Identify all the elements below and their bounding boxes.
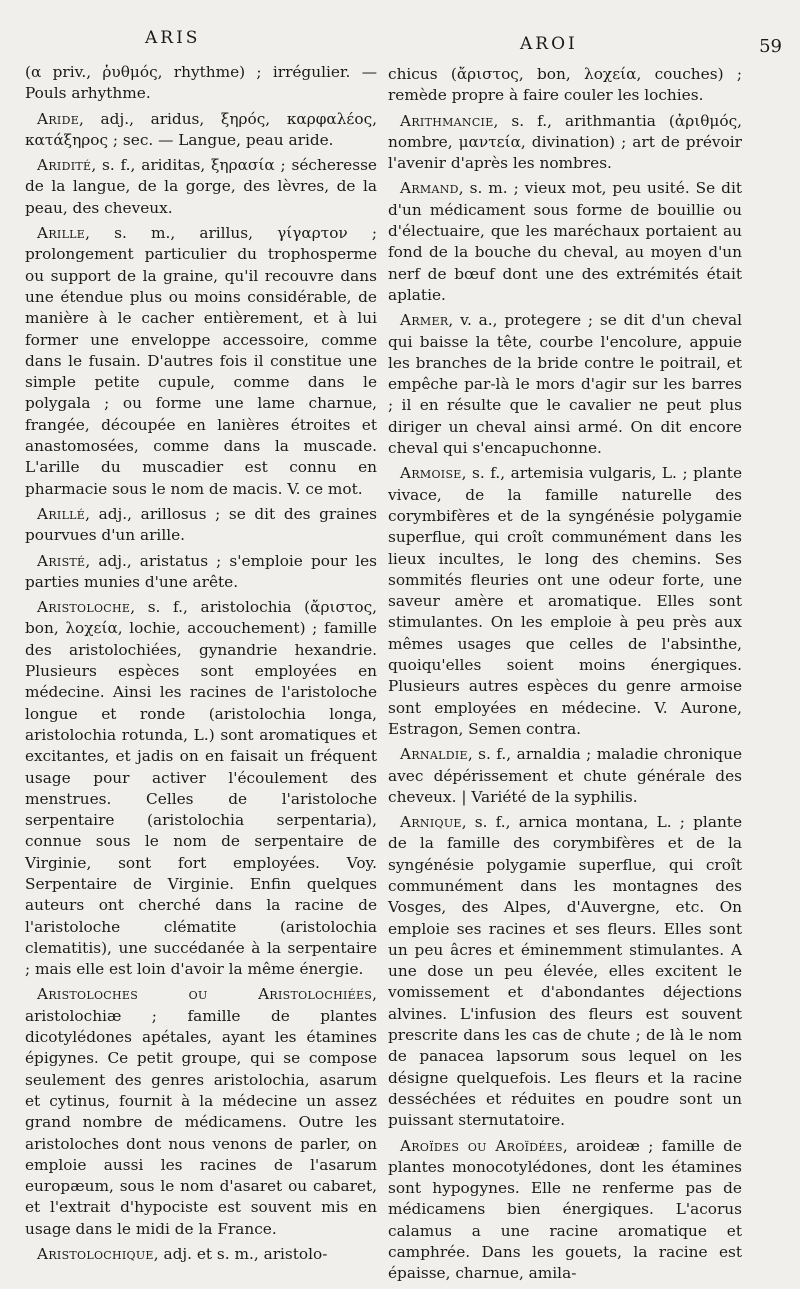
entry-text: , s. m., arillus, γίγαρτον ; prolongement particulier du trophosperme ou support de la graine, qu'il recouvre dans une étendue plus ou moins considérable, de manière à le cacher entièrement, et à lui former une enveloppe accessoire, comme dans le fusain. D'autres fois il constitue une simple petite cupule, comme dans le polygala ; ou forme une lame charnue, frangée, découpée en lanières étroites et anastomosées, comme dans la muscade. L'arille du muscadier est connu en pharmacie sous le nom de macis. V. ce mot.: [25, 224, 377, 498]
entry-headword: Armand: [400, 179, 459, 198]
entry-text: , aroideæ ; famille de plantes monocotylédones, dont les étamines sont hypogynes. Elle ne renferme pas de médicamens bien énergiques. L'acorus calamus a une racine aromatique et camphrée. Dans les gouets, la racine est épaisse, charnue, amila-: [388, 1136, 742, 1283]
dictionary-entry: [388, 178, 742, 306]
entry-text: , s. m. ; vieux mot, peu usité. Se dit d'un médicament sous forme de bouillie ou d'électuaire, que les maréchaux portaient au fond de la bouche du cheval, au moyen d'un nerf de bœuf dont une des extrémités était aplatie.: [388, 179, 742, 304]
entry-text: , s. f., arnica montana, L. ; plante de la famille des corymbifères et de la syngénésie polygamie superflue, qui croît communément dans les montagnes des Vosges, des Alpes, d'Auvergne, etc. On emploie ses racines et ses fleurs. Elles sont un peu âcres et éminemment stimulantes. A une dose un peu élevée, elles excitent le vomissement et d'abondantes déjections alvines. L'infusion des fleurs est souvent prescrite dans les cas de chute ; de là le nom de panacea lapsorum sous lequel on les désigne quelquefois. Les fleurs et la racine desséchées et réduites en poudre sont un puissant sternutatoire.: [388, 813, 742, 1130]
dictionary-entry: [25, 155, 377, 219]
dictionary-entry: [388, 64, 742, 107]
entry-headword: Aristolochique: [37, 1245, 154, 1264]
dictionary-entry: [25, 1244, 377, 1265]
entry-headword: Armoise: [400, 464, 462, 483]
entry-text: (α priv., ῥυθμός, rhythme) ; irrégulier. —Pouls arhythme.: [25, 63, 377, 103]
entry-text: , s. f., artemisia vulgaris, L. ; plante vivace, de la famille naturelle des corymbifères et de la syngénésie polygamie superflue, qui croît communément dans les lieux incultes, le long des chemins. Ses sommités fleuries ont une odeur forte, une saveur amère et aromatique. Elles sont stimulantes. On les emploie à peu près aux mêmes usages que celles de l'absinthe, quoiqu'elles soient moins énergiques. Plusieurs autres espèces du genre armoise sont employées en médecine. V. Aurone, Estragon, Semen contra.: [388, 464, 742, 738]
entry-text: chicus (ἄριστος, bon, λοχεία, couches) ; remède propre à faire couler les lochies.: [388, 65, 742, 105]
entry-headword: Arithmancie: [400, 111, 494, 130]
right-column: [388, 64, 742, 1289]
entry-text: , s. f., aristolochia (ἄριστος, bon, λοχεία, lochie, accouchement) ; famille des aristolochiées, gynandrie hexandrie. Plusieurs espèces sont employées en médecine. Ainsi les racines de l'aristoloche longue et ronde (aristolochia longa, aristolochia rotunda, L.) sont aromatiques et excitantes, et jadis on en faisait un fréquent usage pour activer l'écoulement des menstrues. Celles de l'aristoloche serpentaire (aristolochia serpentaria), connue sous le nom de serpentaire de Virginie, sont fort employées. Voy. Serpentaire de Virginie. Enfin quelques auteurs ont cherché dans la racine de l'aristoloche clématite (aristolochia clematitis), une succédanée à la serpentaire ; mais elle est loin d'avoir la même énergie.: [25, 598, 377, 979]
dictionary-entry: [388, 744, 742, 808]
left-column: [25, 62, 377, 1269]
dictionary-entry: [25, 504, 377, 547]
dictionary-entry: [388, 812, 742, 1131]
dictionary-entry: [388, 111, 742, 175]
dictionary-entry: [25, 597, 377, 980]
entry-headword: Arillé: [37, 504, 86, 523]
entry-text: , aristolochiæ ; famille de plantes dicotylédones apétales, ayant les étamines épigynes. Ce petit groupe, qui se compose seulement des genres aristolochia, asarum et cytinus, fournit à la médecine un assez grand nombre de médicamens. Outre les aristoloches dont nous venons de parler, on emploie aussi les racines de l'asarum europæum, sous le nom d'asaret ou cabaret, et l'extrait d'hypociste est souvent mis en usage dans le midi de la France.: [25, 985, 377, 1238]
entry-text: , adj., aristatus ; s'emploie pour les parties munies d'une arête.: [25, 551, 377, 591]
page-number: 59: [759, 36, 782, 57]
entry-headword: Aride: [37, 109, 80, 128]
entry-headword: Armer: [400, 311, 449, 330]
dictionary-entry: [25, 223, 377, 500]
dictionary-entry: [388, 310, 742, 459]
entry-text: , adj. et s. m., aristolo-: [153, 1245, 328, 1264]
dictionary-entry: [25, 62, 377, 105]
entry-text: , v. a., protegere ; se dit d'un cheval qui baisse la tête, courbe l'encolure, appuie les branches de la bride contre le poitrail, et empêche par-là le mors d'agir sur les barres ; il en résulte que le cavalier ne peut plus diriger un cheval ainsi armé. On dit encore cheval qui s'encapuchonne.: [388, 311, 742, 458]
entry-text: , s. f., ariditas, ξηρασία ; sécheresse de la langue, de la gorge, des lèvres, de la peau, des cheveux.: [25, 156, 377, 217]
entry-headword: Aridité: [37, 156, 92, 175]
dictionary-entry: [388, 463, 742, 740]
running-head-left: ARIS: [145, 28, 201, 48]
entry-headword: Aroïdes ou Aroïdées: [400, 1136, 563, 1155]
entry-text: , adj., aridus, ξηρός, καρφαλέος, κατάξηρος ; sec. — Langue, peau aride.: [25, 109, 377, 149]
entry-headword: Arille: [37, 224, 86, 243]
entry-text: , s. f., arnaldia ; maladie chronique avec dépérissement et chute générale des cheveux. | Variété de la syphilis.: [388, 745, 742, 806]
dictionary-entry: [25, 551, 377, 594]
dictionary-entry: [25, 984, 377, 1240]
running-head-right: AROI: [520, 34, 578, 54]
entry-headword: Aristoloches ou Aristolochiées: [37, 985, 373, 1004]
entry-text: , s. f., arithmantia (ἀριθμός, nombre, μαντεία, divination) ; art de prévoir l'avenir d'après les nombres.: [388, 111, 742, 173]
entry-headword: Aristoloche: [37, 598, 131, 617]
entry-headword: Arnaldie: [400, 745, 468, 764]
entry-headword: Arnique: [400, 813, 462, 832]
dictionary-entry: [388, 1136, 742, 1285]
entry-text: , adj., arillosus ; se dit des graines pourvues d'un arille.: [25, 504, 377, 545]
entry-headword: Aristé: [37, 551, 86, 570]
dictionary-entry: [25, 109, 377, 152]
